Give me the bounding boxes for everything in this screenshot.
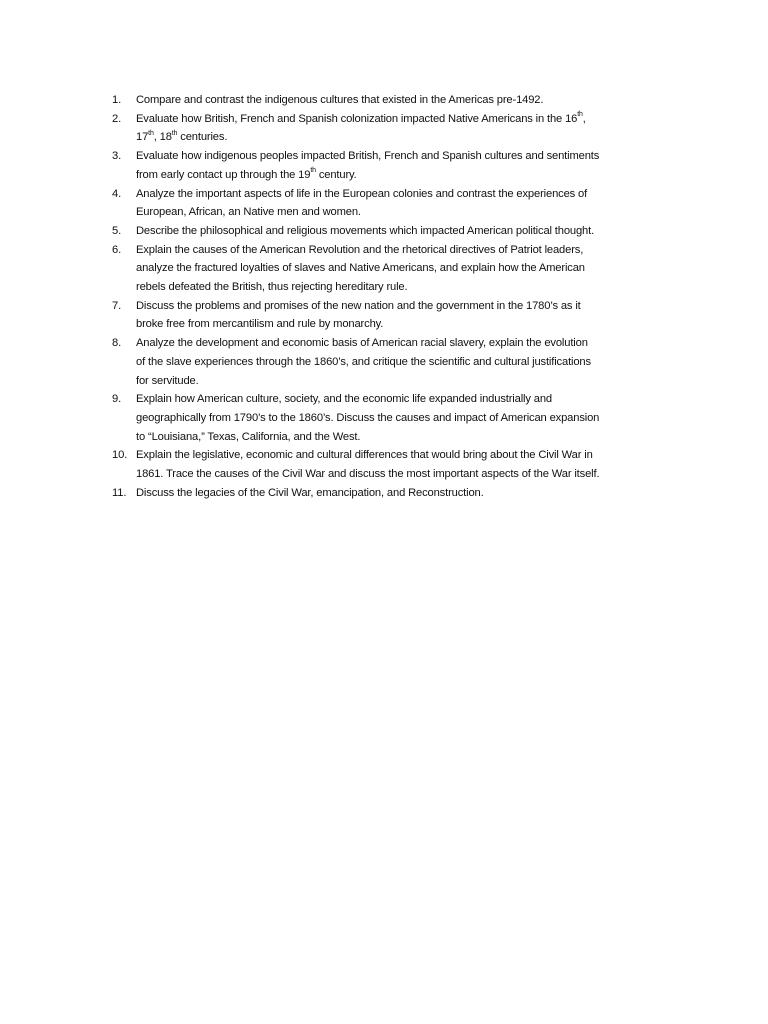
list-item-line bbox=[136, 446, 700, 465]
ordinal-superscript: th bbox=[310, 167, 316, 175]
list-item bbox=[100, 110, 700, 147]
list-item-text: for servitude. bbox=[136, 374, 199, 387]
list-item-line bbox=[136, 259, 700, 278]
list-item-number: 3. bbox=[112, 150, 122, 163]
list-item-text: analyze the fractured loyalties of slaves and Native Americans, and explain how the American bbox=[136, 262, 585, 275]
list-item-line bbox=[136, 222, 700, 241]
list-item-line bbox=[136, 185, 700, 204]
list-item bbox=[100, 390, 700, 446]
list-item-text: broke free from mercantilism and rule by monarchy. bbox=[136, 318, 384, 331]
list-item-line bbox=[136, 409, 700, 428]
list-item-line bbox=[136, 166, 700, 185]
list-item-line bbox=[136, 91, 700, 110]
list-item-text: Describe the philosophical and religious movements which impacted American political thought. bbox=[136, 224, 595, 237]
list-item-text: , bbox=[582, 112, 586, 125]
list-item-text: of the slave experiences through the 1860’s, and critique the scientific and cultural justifications bbox=[136, 355, 591, 368]
list-item-number: 1. bbox=[112, 94, 122, 106]
list-item bbox=[100, 91, 700, 110]
list-item-number: 5. bbox=[112, 224, 122, 237]
list-item bbox=[100, 446, 700, 483]
list-item bbox=[100, 222, 700, 241]
list-item-line bbox=[136, 484, 700, 503]
ordinal-superscript: th bbox=[148, 129, 154, 137]
list-item-line bbox=[136, 465, 700, 484]
list-item bbox=[100, 484, 700, 503]
objectives-list bbox=[100, 91, 700, 502]
list-item-line bbox=[136, 278, 700, 297]
list-item-text: geographically from 1790’s to the 1860’s. Discuss the causes and impact of American expansion bbox=[136, 411, 600, 424]
list-item-text: Explain the causes of the American Revolution and the rhetorical directives of Patriot leaders, bbox=[136, 243, 584, 256]
list-item bbox=[100, 297, 700, 334]
list-item-text: century. bbox=[315, 168, 357, 181]
list-item-line bbox=[136, 110, 700, 129]
list-item bbox=[100, 185, 700, 222]
list-item-text: Analyze the important aspects of life in the European colonies and contrast the experiences of bbox=[136, 187, 588, 200]
list-item-number: 6. bbox=[112, 243, 122, 256]
list-item-text: rebels defeated the British, thus rejecting hereditary rule. bbox=[136, 281, 408, 294]
list-item-line bbox=[136, 372, 700, 391]
list-item-number: 11. bbox=[112, 486, 127, 499]
list-item bbox=[100, 241, 700, 297]
list-item-text: Compare and contrast the indigenous cultures that existed in the Americas pre-1492. bbox=[136, 94, 544, 106]
list-item-line bbox=[136, 315, 700, 334]
list-item-number: 7. bbox=[112, 299, 122, 312]
list-item-number: 10. bbox=[112, 449, 128, 462]
list-item bbox=[100, 334, 700, 390]
list-item-line bbox=[136, 128, 700, 147]
list-item-text: Explain how American culture, society, and the economic life expanded industrially and bbox=[136, 393, 552, 406]
list-item-text: Discuss the problems and promises of the new nation and the government in the 1780’s as it bbox=[136, 299, 581, 312]
list-item-number: 4. bbox=[112, 187, 122, 200]
list-item-text: 1861. Trace the causes of the Civil War and discuss the most important aspects of the War itself. bbox=[136, 468, 600, 481]
list-item bbox=[100, 147, 700, 184]
list-item-text: , 18 bbox=[153, 131, 172, 144]
list-item-text: to “Louisiana,” Texas, California, and the West. bbox=[136, 430, 361, 443]
list-item-line bbox=[136, 390, 700, 409]
list-item-line bbox=[136, 297, 700, 316]
list-item-line bbox=[136, 428, 700, 447]
list-item-text: from early contact up through the 19 bbox=[136, 168, 311, 181]
list-item-text: Evaluate how indigenous peoples impacted British, French and Spanish cultures and sentiments bbox=[136, 150, 600, 163]
list-item-number: 8. bbox=[112, 337, 122, 350]
list-item-text: Evaluate how British, French and Spanish colonization impacted Native Americans in the 16 bbox=[136, 112, 578, 125]
list-item-text: centuries. bbox=[177, 131, 228, 144]
list-item-line bbox=[136, 334, 700, 353]
list-item-line bbox=[136, 241, 700, 260]
list-item-text: 17 bbox=[136, 131, 149, 144]
ordinal-superscript: th bbox=[577, 110, 583, 118]
list-item-line bbox=[136, 353, 700, 372]
list-item-text: Discuss the legacies of the Civil War, emancipation, and Reconstruction. bbox=[136, 486, 484, 499]
list-item-text: Explain the legislative, economic and cultural differences that would bring about the Civil War in bbox=[136, 449, 593, 462]
list-item-line bbox=[136, 203, 700, 222]
list-item-text: Analyze the development and economic basis of American racial slavery, explain the evolution bbox=[136, 337, 588, 350]
list-item-text: European, African, an Native men and women. bbox=[136, 206, 361, 219]
list-item-line bbox=[136, 147, 700, 166]
ordinal-superscript: th bbox=[171, 129, 178, 137]
list-item-number: 9. bbox=[112, 393, 122, 406]
list-item-number: 2. bbox=[112, 112, 122, 125]
